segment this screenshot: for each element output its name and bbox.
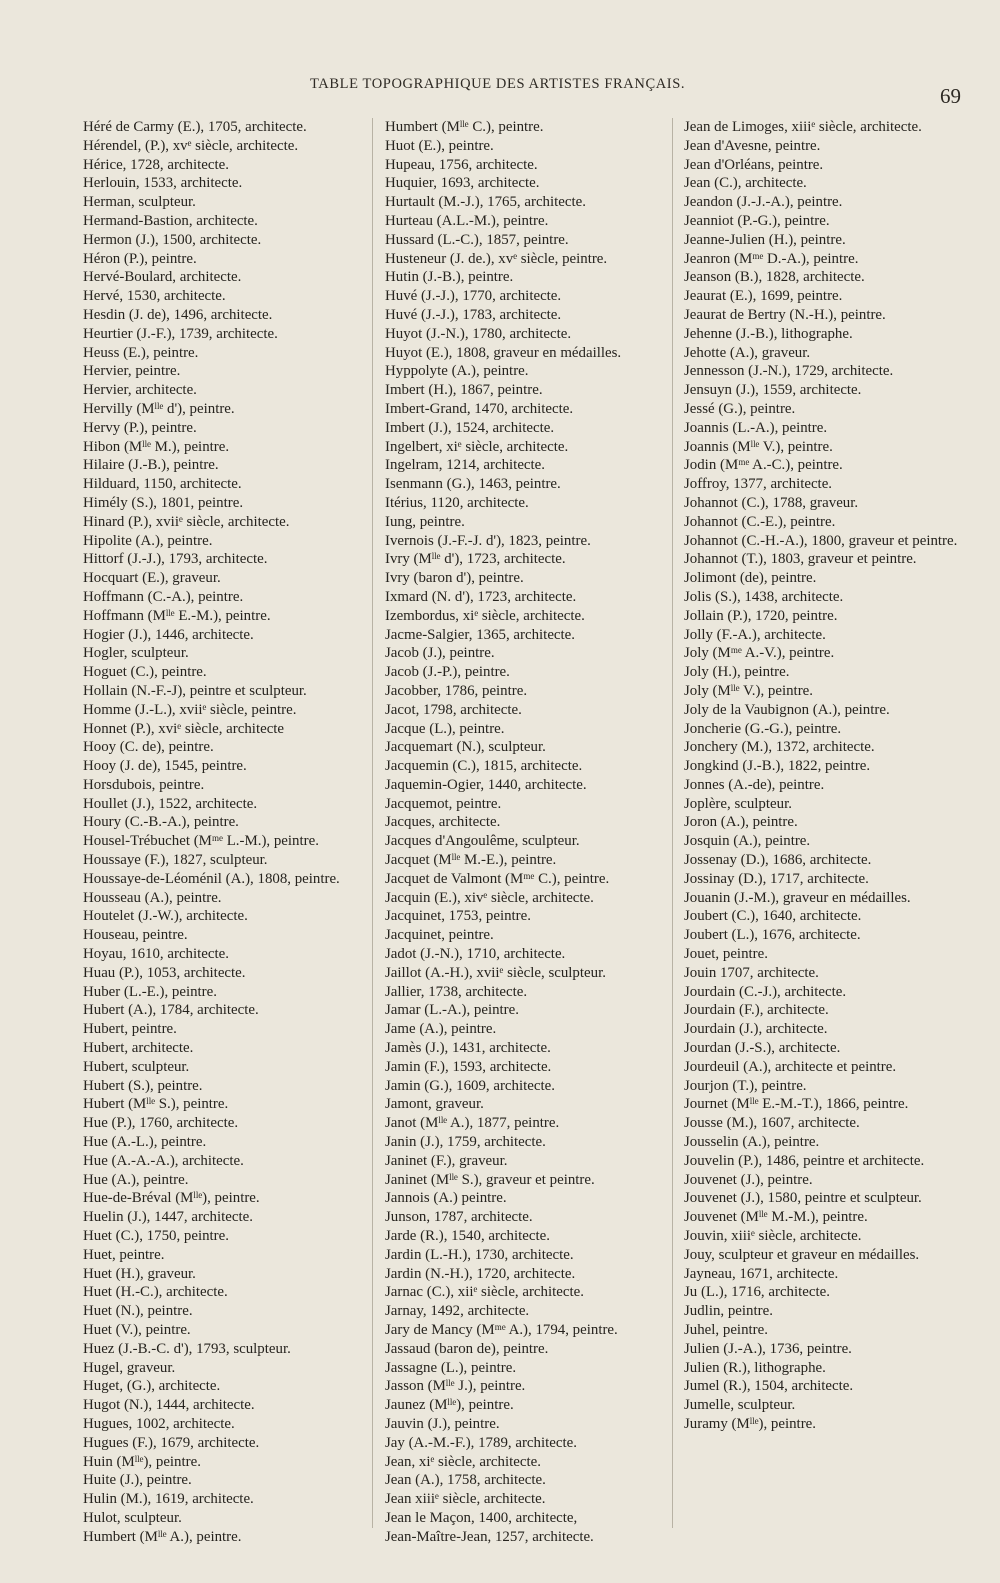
index-entry: Hulot, sculpteur. — [83, 1509, 182, 1526]
index-entry: Huin (Mˡˡᵉ), peintre. — [83, 1453, 201, 1470]
index-entry: Jeanson (B.), 1828, architecte. — [684, 269, 865, 286]
index-entry: Hulin (M.), 1619, architecte. — [83, 1491, 254, 1508]
index-entry: Jolimont (de), peintre. — [684, 570, 817, 587]
column-divider — [372, 118, 373, 1528]
index-entry: Joly de la Vaubignon (A.), peintre. — [684, 701, 890, 718]
index-entry: Jacob (J.), peintre. — [385, 645, 495, 662]
index-entry: Janinet (F.), graveur. — [385, 1152, 508, 1169]
index-entry: Jacobber, 1786, peintre. — [385, 682, 528, 699]
index-entry: Jacquemot, peintre. — [385, 795, 502, 812]
index-entry: Jolly (F.-A.), architecte. — [684, 626, 826, 643]
index-entry: Joffroy, 1377, architecte. — [684, 476, 833, 493]
index-entry: Janot (Mˡˡᵉ A.), 1877, peintre. — [385, 1115, 560, 1132]
index-entry: Hugot (N.), 1444, architecte. — [83, 1397, 255, 1414]
index-entry: Hittorf (J.-J.), 1793, architecte. — [83, 551, 268, 568]
running-header: TABLE TOPOGRAPHIQUE DES ARTISTES FRANÇAIS. — [310, 76, 686, 92]
index-entry: Ivernois (J.-F.-J. d'), 1823, peintre. — [385, 532, 591, 549]
index-entry: Jouvin, xiiiᵉ siècle, architecte. — [684, 1228, 862, 1245]
index-entry: Héron (P.), peintre. — [83, 250, 197, 267]
index-entry: Hogler, sculpteur. — [83, 645, 189, 662]
index-entry: Hubert (A.), 1784, architecte. — [83, 1002, 259, 1019]
index-entry: Huget, (G.), architecte. — [83, 1378, 221, 1395]
index-entry: Itérius, 1120, architecte. — [385, 494, 529, 511]
index-entry: Jodin (Mᵐᵉ A.-C.), peintre. — [684, 457, 843, 474]
index-entry: Hussard (L.-C.), 1857, peintre. — [385, 231, 569, 248]
index-entry: Hugues (F.), 1679, architecte. — [83, 1434, 260, 1451]
index-entry: Hutin (J.-B.), peintre. — [385, 269, 514, 286]
index-entry: Jean, xiᵉ siècle, architecte. — [385, 1453, 541, 1470]
index-entry: Hooy (C. de), peintre. — [83, 739, 214, 756]
index-entry: Josquin (A.), peintre. — [684, 833, 811, 850]
index-entry: Joncherie (G.-G.), peintre. — [684, 720, 842, 737]
index-entry: Jourdain (F.), architecte. — [684, 1002, 829, 1019]
index-entry: Hoffmann (Mˡˡᵉ E.-M.), peintre. — [83, 607, 271, 624]
index-entry: Ivry (baron d'), peintre. — [385, 570, 524, 587]
index-entry: Jousselin (A.), peintre. — [684, 1134, 820, 1151]
index-entry: Humbert (Mˡˡᵉ C.), peintre. — [385, 119, 544, 135]
index-entry: Horsdubois, peintre. — [83, 776, 205, 793]
index-entry: Jouvenet (J.), 1580, peintre et sculpteur. — [684, 1190, 922, 1207]
index-entry: Jarnay, 1492, architecte. — [385, 1303, 530, 1320]
index-entry: Imbert (J.), 1524, architecte. — [385, 419, 555, 436]
index-entry: Hubert, architecte. — [83, 1040, 194, 1057]
index-entry: Jennesson (J.-N.), 1729, architecte. — [684, 363, 894, 380]
index-entry: Hubert (Mˡˡᵉ S.), peintre. — [83, 1096, 229, 1113]
index-entry: Jarnac (C.), xiiᵉ siècle, architecte. — [385, 1284, 584, 1301]
index-entry: Jauvin (J.), peintre. — [385, 1415, 500, 1432]
index-entry: Huez (J.-B.-C. d'), 1793, sculpteur. — [83, 1340, 291, 1357]
index-entry: Hervy (P.), peintre. — [83, 419, 197, 436]
index-entry: Jacme-Salgier, 1365, architecte. — [385, 626, 576, 643]
index-entry: Jourdeuil (A.), architecte et peintre. — [684, 1058, 897, 1075]
index-entry: Jourdan (J.-S.), architecte. — [684, 1040, 841, 1057]
index-entry: Jadot (J.-N.), 1710, architecte. — [385, 946, 566, 963]
index-entry: Jean de Limoges, xiiiᵉ siècle, architecte. — [684, 119, 922, 135]
index-entry: Huet (V.), peintre. — [83, 1322, 191, 1338]
index-entry: Jamin (F.), 1593, architecte. — [385, 1058, 552, 1075]
index-entry: Jonnes (A.-de), peintre. — [684, 776, 825, 793]
index-entry: Jumelle, sculpteur. — [684, 1397, 796, 1414]
index-entry: Jouanin (J.-M.), graveur en médailles. — [684, 889, 911, 906]
index-entry: Hubert, sculpteur. — [83, 1058, 190, 1075]
index-entry: Hooy (J. de), 1545, peintre. — [83, 758, 247, 775]
index-entry: Huite (J.), peintre. — [83, 1472, 192, 1489]
index-entry: Jourjon (T.), peintre. — [684, 1077, 807, 1094]
index-entry: Huau (P.), 1053, architecte. — [83, 964, 246, 981]
index-entry: Joly (Mᵐᵉ A.-V.), peintre. — [684, 645, 835, 662]
index-entry: Jacquinet, 1753, peintre. — [385, 908, 531, 925]
index-entry: Jouet, peintre. — [684, 946, 768, 963]
index-entry: Himély (S.), 1801, peintre. — [83, 494, 244, 511]
index-entry: Jannois (A.) peintre. — [385, 1190, 507, 1207]
index-entry: Jacques d'Angoulême, sculpteur. — [385, 833, 580, 850]
index-entry: Jaquemin-Ogier, 1440, architecte. — [385, 776, 587, 793]
index-entry: Jessé (G.), peintre. — [684, 400, 796, 417]
index-entry: Hervilly (Mˡˡᵉ d'), peintre. — [83, 400, 235, 417]
index-entry: Jensuyn (J.), 1559, architecte. — [684, 382, 862, 399]
index-entry: Hoyau, 1610, architecte. — [83, 946, 229, 963]
index-entry: Jeandon (J.-J.-A.), peintre. — [684, 194, 843, 211]
index-entry: Hermand-Bastion, architecte. — [83, 212, 258, 229]
index-entry: Jonchery (M.), 1372, architecte. — [684, 739, 875, 756]
index-entry: Jassaud (baron de), peintre. — [385, 1340, 549, 1357]
index-entry: Jamar (L.-A.), peintre. — [385, 1002, 519, 1019]
index-entry: Hilaire (J.-B.), peintre. — [83, 457, 219, 474]
index-entry: Hocquart (E.), graveur. — [83, 570, 221, 587]
index-entry: Huyot (E.), 1808, graveur en médailles. — [385, 344, 622, 361]
index-entry: Jossinay (D.), 1717, architecte. — [684, 870, 869, 887]
index-entry: Julien (J.-A.), 1736, peintre. — [684, 1340, 852, 1357]
index-entry: Jary de Mancy (Mᵐᵉ A.), 1794, peintre. — [385, 1322, 618, 1338]
index-entry: Houtelet (J.-W.), architecte. — [83, 908, 248, 925]
index-entry: Jean le Maçon, 1400, architecte, — [385, 1509, 578, 1526]
index-entry: Ingelbert, xiᵉ siècle, architecte. — [385, 438, 569, 455]
index-entry: Jarde (R.), 1540, architecte. — [385, 1228, 550, 1245]
index-entry: Hervier, architecte. — [83, 382, 197, 399]
index-entry: Hurteau (A.L.-M.), peintre. — [385, 212, 549, 229]
index-entry: Joubert (L.), 1676, architecte. — [684, 927, 861, 944]
index-entry: Jouvenet (Mˡˡᵉ M.-M.), peintre. — [684, 1209, 868, 1226]
index-entry: Hollain (N.-F.-J), peintre et sculpteur. — [83, 682, 307, 699]
index-entry: Jacot, 1798, architecte. — [385, 701, 522, 718]
index-entry: Jolis (S.), 1438, architecte. — [684, 588, 844, 605]
index-entry: Jouvelin (P.), 1486, peintre et architecte. — [684, 1152, 925, 1169]
index-entry: Jardin (L.-H.), 1730, architecte. — [385, 1246, 574, 1263]
index-entry: Hyppolyte (A.), peintre. — [385, 363, 529, 380]
column-divider — [672, 118, 673, 1528]
index-entry: Heurtier (J.-F.), 1739, architecte. — [83, 325, 278, 342]
index-entry: Humbert (Mˡˡᵉ A.), peintre. — [83, 1528, 242, 1545]
index-entry: Jasson (Mˡˡᵉ J.), peintre. — [385, 1378, 526, 1395]
index-entry: Jossenay (D.), 1686, architecte. — [684, 852, 872, 869]
index-column-2 — [385, 118, 663, 1547]
index-entry: Hue (A.), peintre. — [83, 1171, 189, 1188]
index-entry: Izembordus, xiᵉ siècle, architecte. — [385, 607, 585, 624]
index-entry: Homme (J.-L.), xviiᵉ siècle, peintre. — [83, 701, 297, 718]
index-entry: Hue (A.-A.-A.), architecte. — [83, 1152, 244, 1169]
page-number: 69 — [940, 84, 961, 108]
index-entry: Heuss (E.), peintre. — [83, 344, 199, 361]
index-entry: Jean d'Orléans, peintre. — [684, 156, 824, 173]
index-entry: Jacquemin (C.), 1815, architecte. — [385, 758, 583, 775]
index-entry: Jacque (L.), peintre. — [385, 720, 505, 737]
index-entry: Journet (Mˡˡᵉ E.-M.-T.), 1866, peintre. — [684, 1096, 909, 1113]
index-entry: Jourdain (C.-J.), architecte. — [684, 983, 847, 1000]
index-entry: Janin (J.), 1759, architecte. — [385, 1134, 546, 1151]
index-column-3 — [684, 118, 962, 1434]
index-entry: Jouin 1707, architecte. — [684, 964, 819, 981]
index-entry: Imbert (H.), 1867, peintre. — [385, 382, 543, 399]
index-entry: Johannot (C.-E.), peintre. — [684, 513, 836, 530]
index-entry: Joron (A.), peintre. — [684, 814, 798, 831]
index-entry: Huet (C.), 1750, peintre. — [83, 1228, 229, 1245]
index-entry: Housseau (A.), peintre. — [83, 889, 222, 906]
index-entry: Huelin (J.), 1447, architecte. — [83, 1209, 253, 1226]
index-entry: Jamont, graveur. — [385, 1096, 484, 1113]
index-entry: Jacquemart (N.), sculpteur. — [385, 739, 546, 756]
index-entry: Joly (H.), peintre. — [684, 664, 790, 681]
index-entry: Huet (H.-C.), architecte. — [83, 1284, 228, 1301]
index-entry: Jamès (J.), 1431, architecte. — [385, 1040, 551, 1057]
index-entry: Houry (C.-B.-A.), peintre. — [83, 814, 239, 831]
index-entry: Jehenne (J.-B.), lithographe. — [684, 325, 853, 342]
index-entry: Jeanne-Julien (H.), peintre. — [684, 231, 846, 248]
index-entry: Ixmard (N. d'), 1723, architecte. — [385, 588, 577, 605]
index-entry: Joubert (C.), 1640, architecte. — [684, 908, 862, 925]
index-entry: Johannot (T.), 1803, graveur et peintre. — [684, 551, 917, 568]
index-entry: Hoguet (C.), peintre. — [83, 664, 207, 681]
index-entry: Iung, peintre. — [385, 513, 465, 530]
index-entry: Jacques, architecte. — [385, 814, 501, 831]
index-entry: Ivry (Mˡˡᵉ d'), 1723, architecte. — [385, 551, 566, 568]
index-entry: Hipolite (A.), peintre. — [83, 532, 213, 549]
index-entry: Juhel, peintre. — [684, 1322, 768, 1338]
index-entry: Jaillot (A.-H.), xviiᵉ siècle, sculpteur. — [385, 964, 606, 981]
index-entry: Héré de Carmy (E.), 1705, architecte. — [83, 119, 307, 135]
index-entry: Jame (A.), peintre. — [385, 1021, 497, 1038]
index-entry: Jongkind (J.-B.), 1822, peintre. — [684, 758, 871, 775]
index-entry: Jacquet (Mˡˡᵉ M.-E.), peintre. — [385, 852, 557, 869]
index-entry: Hinard (P.), xviiᵉ siècle, architecte. — [83, 513, 290, 530]
index-entry: Hermon (J.), 1500, architecte. — [83, 231, 262, 248]
index-entry: Jardin (N.-H.), 1720, architecte. — [385, 1265, 576, 1282]
index-entry: Jassagne (L.), peintre. — [385, 1359, 517, 1376]
index-entry: Joannis (L.-A.), peintre. — [684, 419, 828, 436]
index-entry: Houllet (J.), 1522, architecte. — [83, 795, 258, 812]
index-entry: Honnet (P.), xviᵉ siècle, architecte — [83, 720, 285, 737]
index-entry: Houssaye-de-Léoménil (A.), 1808, peintre. — [83, 870, 340, 887]
index-entry: Hogier (J.), 1446, architecte. — [83, 626, 254, 643]
index-entry: Jourdain (J.), architecte. — [684, 1021, 828, 1038]
index-entry: Hervé-Boulard, architecte. — [83, 269, 242, 286]
index-entry: Jousse (M.), 1607, architecte. — [684, 1115, 860, 1132]
index-entry: Huber (L.-E.), peintre. — [83, 983, 217, 1000]
index-entry: Hesdin (J. de), 1496, architecte. — [83, 306, 273, 323]
index-entry: Imbert-Grand, 1470, architecte. — [385, 400, 574, 417]
index-entry: Joplère, sculpteur. — [684, 795, 792, 812]
index-entry: Jallier, 1738, architecte. — [385, 983, 528, 1000]
index-entry: Hugel, graveur. — [83, 1359, 176, 1376]
index-entry: Joly (Mˡˡᵉ V.), peintre. — [684, 682, 813, 699]
index-entry: Hubert, peintre. — [83, 1021, 177, 1038]
index-entry: Huet (N.), peintre. — [83, 1303, 193, 1320]
index-entry: Hurtault (M.-J.), 1765, architecte. — [385, 194, 586, 211]
index-entry: Jeanron (Mᵐᵉ D.-A.), peintre. — [684, 250, 859, 267]
index-entry: Hugues, 1002, architecte. — [83, 1415, 235, 1432]
index-entry: Junson, 1787, architecte. — [385, 1209, 533, 1226]
index-entry: Jeaurat de Bertry (N.-H.), peintre. — [684, 306, 886, 323]
index-entry: Jacquet de Valmont (Mᵐᵉ C.), peintre. — [385, 870, 610, 887]
index-entry: Johannot (C.), 1788, graveur. — [684, 494, 859, 511]
index-entry: Jean-Maître-Jean, 1257, architecte. — [385, 1528, 594, 1545]
index-entry: Hérice, 1728, architecte. — [83, 156, 229, 173]
index-entry: Houssaye (F.), 1827, sculpteur. — [83, 852, 268, 869]
index-entry: Julien (R.), lithographe. — [684, 1359, 826, 1376]
index-entry: Jean (C.), architecte. — [684, 175, 807, 192]
index-entry: Jehotte (A.), graveur. — [684, 344, 811, 361]
index-entry: Ingelram, 1214, architecte. — [385, 457, 546, 474]
index-entry: Jaunez (Mˡˡᵉ), peintre. — [385, 1397, 514, 1414]
index-column-1 — [83, 118, 361, 1547]
index-entry: Isenmann (G.), 1463, peintre. — [385, 476, 561, 493]
index-entry: Herlouin, 1533, architecte. — [83, 175, 243, 192]
index-entry: Jacob (J.-P.), peintre. — [385, 664, 510, 681]
index-entry: Jamin (G.), 1609, architecte. — [385, 1077, 555, 1094]
index-entry: Janinet (Mˡˡᵉ S.), graveur et peintre. — [385, 1171, 595, 1188]
index-entry: Jumel (R.), 1504, architecte. — [684, 1378, 854, 1395]
index-entry: Jean d'Avesne, peintre. — [684, 137, 821, 154]
index-entry: Jollain (P.), 1720, peintre. — [684, 607, 838, 624]
index-entry: Houseau, peintre. — [83, 927, 188, 944]
index-entry: Huet (H.), graveur. — [83, 1265, 196, 1282]
index-entry: Jean xiiiᵉ siècle, architecte. — [385, 1491, 546, 1508]
index-entry: Housel-Trébuchet (Mᵐᵉ L.-M.), peintre. — [83, 833, 319, 850]
index-entry: Judlin, peintre. — [684, 1303, 773, 1320]
index-entry: Hubert (S.), peintre. — [83, 1077, 203, 1094]
index-entry: Hue-de-Bréval (Mˡˡᵉ), peintre. — [83, 1190, 260, 1207]
index-entry: Hibon (Mˡˡᵉ M.), peintre. — [83, 438, 230, 455]
index-entry: Jayneau, 1671, architecte. — [684, 1265, 839, 1282]
index-entry: Ju (L.), 1716, architecte. — [684, 1284, 830, 1301]
index-entry: Jouvenet (J.), peintre. — [684, 1171, 813, 1188]
index-entry: Hérendel, (P.), xvᵉ siècle, architecte. — [83, 137, 299, 154]
index-entry: Jeaurat (E.), 1699, peintre. — [684, 288, 843, 305]
index-entry: Huot (E.), peintre. — [385, 137, 494, 154]
index-entry: Joannis (Mˡˡᵉ V.), peintre. — [684, 438, 833, 455]
index-entry: Jouy, sculpteur et graveur en médailles. — [684, 1246, 920, 1263]
index-entry: Hervé, 1530, architecte. — [83, 288, 226, 305]
index-entry: Huyot (J.-N.), 1780, architecte. — [385, 325, 572, 342]
index-entry: Hoffmann (C.-A.), peintre. — [83, 588, 244, 605]
index-entry: Johannot (C.-H.-A.), 1800, graveur et peintre. — [684, 532, 958, 549]
index-entry: Jean (A.), 1758, architecte. — [385, 1472, 546, 1489]
index-entry: Jacquin (E.), xivᵉ siècle, architecte. — [385, 889, 594, 906]
index-entry: Huvé (J.-J.), 1770, architecte. — [385, 288, 562, 305]
index-entry: Hue (P.), 1760, architecte. — [83, 1115, 239, 1132]
index-entry: Huquier, 1693, architecte. — [385, 175, 540, 192]
index-entry: Huvé (J.-J.), 1783, architecte. — [385, 306, 562, 323]
index-entry: Jacquinet, peintre. — [385, 927, 494, 944]
index-entry: Jeanniot (P.-G.), peintre. — [684, 212, 830, 229]
index-entry: Husteneur (J. de.), xvᵉ siècle, peintre. — [385, 250, 608, 267]
index-entry: Herman, sculpteur. — [83, 194, 196, 211]
index-entry: Hilduard, 1150, architecte. — [83, 476, 242, 493]
index-entry: Huet, peintre. — [83, 1246, 165, 1263]
index-entry: Hervier, peintre. — [83, 363, 181, 380]
index-entry: Hue (A.-L.), peintre. — [83, 1134, 207, 1151]
index-entry: Juramy (Mˡˡᵉ), peintre. — [684, 1415, 816, 1432]
index-entry: Jay (A.-M.-F.), 1789, architecte. — [385, 1434, 577, 1451]
index-entry: Hupeau, 1756, architecte. — [385, 156, 538, 173]
